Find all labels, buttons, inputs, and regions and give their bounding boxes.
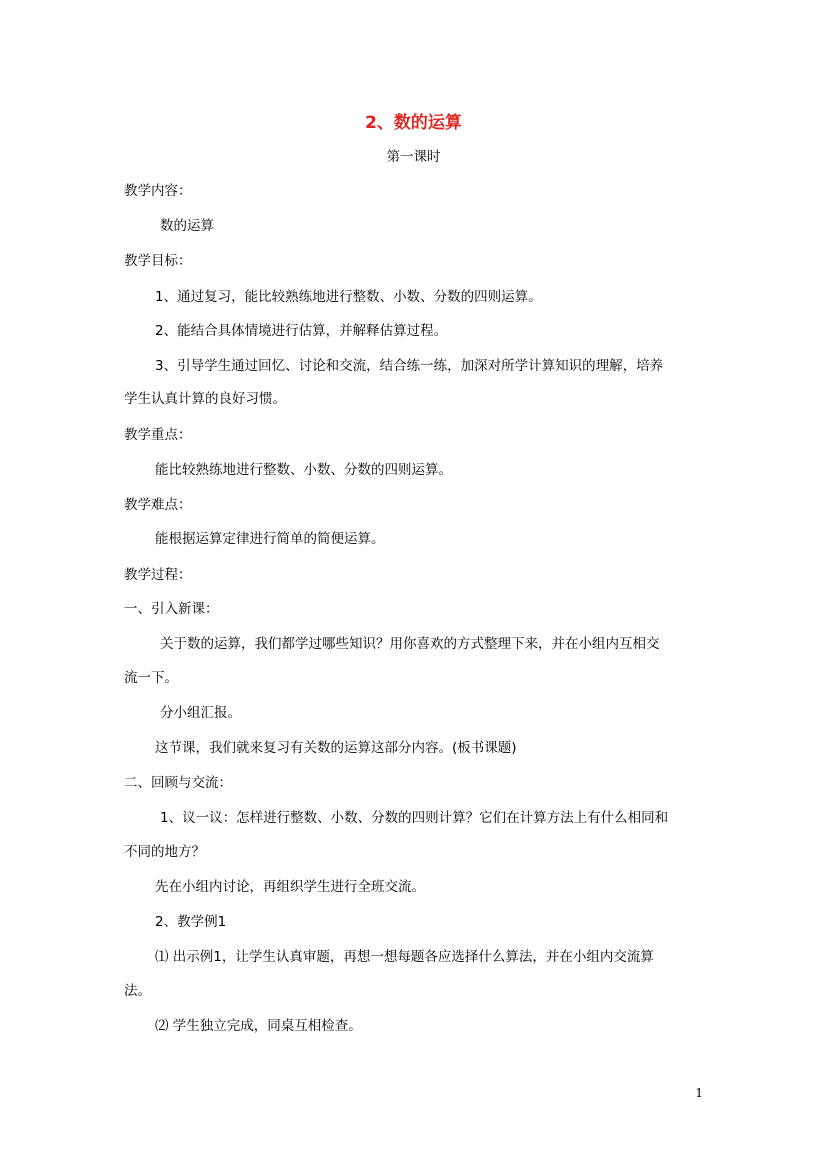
paragraph-line: 能根据运算定律进行简单的简便运算。	[155, 531, 385, 547]
paragraph-line: 能比较熟练地进行整数、小数、分数的四则运算。	[155, 462, 452, 478]
section-heading-difficulties: 教学难点：	[124, 497, 192, 513]
paragraph-line: 关于数的运算，我们都学过哪些知识？用你喜欢的方式整理下来，并在小组内互相交	[160, 636, 660, 652]
document-subtitle: 第一课时	[386, 149, 441, 165]
paragraph-line: 2、能结合具体情境进行估算，并解释估算过程。	[155, 323, 448, 339]
paragraph-line: 分小组汇报。	[160, 705, 241, 721]
paragraph-line: 不同的地方？	[124, 844, 205, 860]
paragraph-line: 1、通过复习，能比较熟练地进行整数、小数、分数的四则运算。	[155, 289, 542, 305]
section-heading-intro: 一、引入新课：	[124, 601, 219, 617]
paragraph-line: 法。	[124, 983, 151, 999]
paragraph-line: 2、教学例1	[155, 914, 227, 930]
section-heading-review: 二、回顾与交流：	[124, 775, 232, 791]
document-title: 2、数的运算	[365, 113, 462, 133]
paragraph-line: 1、议一议：怎样进行整数、小数、分数的四则计算？它们在计算方法上有什么相同和	[160, 810, 669, 826]
paragraph-line: 这节课，我们就来复习有关数的运算这部分内容。(板书课题)	[155, 740, 517, 756]
section-heading-goals: 教学目标：	[124, 253, 192, 269]
paragraph-line: ⑵ 学生独立完成，同桌互相检查。	[155, 1018, 362, 1034]
paragraph-line: 学生认真计算的良好习惯。	[124, 391, 286, 407]
section-heading-key-points: 教学重点：	[124, 427, 192, 443]
paragraph-line: 先在小组内讨论，再组织学生进行全班交流。	[155, 879, 425, 895]
section-heading-content: 教学内容：	[124, 183, 192, 199]
paragraph-line: ⑴ 出示例1，让学生认真审题，再想一想每题各应选择什么算法，并在小组内交流算	[155, 949, 654, 965]
paragraph-line: 数的运算	[160, 218, 214, 234]
section-heading-process: 教学过程：	[124, 567, 192, 583]
paragraph-line: 3、引导学生通过回忆、讨论和交流，结合练一练，加深对所学计算知识的理解，培养	[155, 358, 664, 374]
page-number: 1	[695, 1086, 703, 1100]
paragraph-line: 流一下。	[124, 670, 178, 686]
